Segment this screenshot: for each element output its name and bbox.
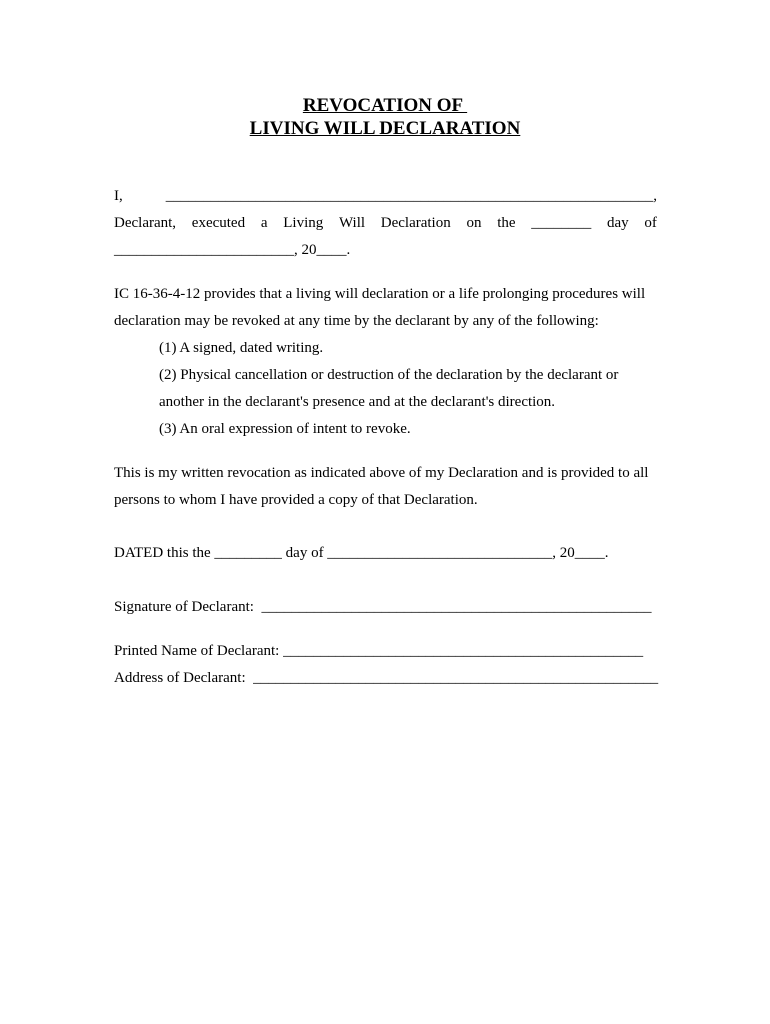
- word: on: [466, 215, 482, 231]
- word: a: [260, 215, 268, 231]
- revocation-line-1: This is my written revocation as indicated above of my Declaration and is provided to all: [114, 465, 649, 481]
- address-line[interactable]: Address of Declarant: ______________________________________________________: [114, 670, 659, 686]
- word: Will: [338, 215, 366, 231]
- declarant-name-line: [114, 187, 657, 205]
- signature-line[interactable]: Signature of Declarant: ____________________________________________________: [114, 599, 652, 615]
- word: Declarant,: [114, 215, 177, 231]
- statute-item-2a: (2) Physical cancellation or destruction of the declaration by the declarant or: [159, 367, 619, 383]
- word: of: [644, 215, 657, 231]
- word: executed: [191, 215, 246, 231]
- declarant-executed-line: [114, 214, 657, 232]
- word: day: [607, 215, 629, 231]
- word: Declaration: [380, 215, 451, 231]
- statute-item-1: (1) A signed, dated writing.: [159, 340, 324, 356]
- statute-item-3: (3) An oral expression of intent to revoke.: [159, 421, 411, 437]
- word: Living: [283, 215, 324, 231]
- i-label: I,: [114, 188, 123, 204]
- statute-item-2b: another in the declarant's presence and at the declarant's direction.: [159, 394, 556, 410]
- declaration-date-line[interactable]: ________________________, 20____.: [114, 242, 351, 258]
- revocation-line-2: persons to whom I have provided a copy of that Declaration.: [114, 492, 478, 508]
- word: the: [497, 215, 516, 231]
- declarant-name-blank[interactable]: _________________________________________________________________,: [165, 188, 657, 204]
- title-line-2: LIVING WILL DECLARATION: [249, 118, 521, 139]
- printed-name-line[interactable]: Printed Name of Declarant: ________________________________________________: [114, 643, 644, 659]
- title-line-1: REVOCATION OF: [302, 95, 468, 116]
- dated-line[interactable]: DATED this the _________ day of ______________________________, 20____.: [114, 545, 609, 561]
- statute-line-1: IC 16-36-4-12 provides that a living will declaration or a life prolonging procedures will: [114, 286, 646, 302]
- statute-line-2: declaration may be revoked at any time by the declarant by any of the following:: [114, 313, 599, 329]
- day-blank[interactable]: ________: [531, 215, 592, 231]
